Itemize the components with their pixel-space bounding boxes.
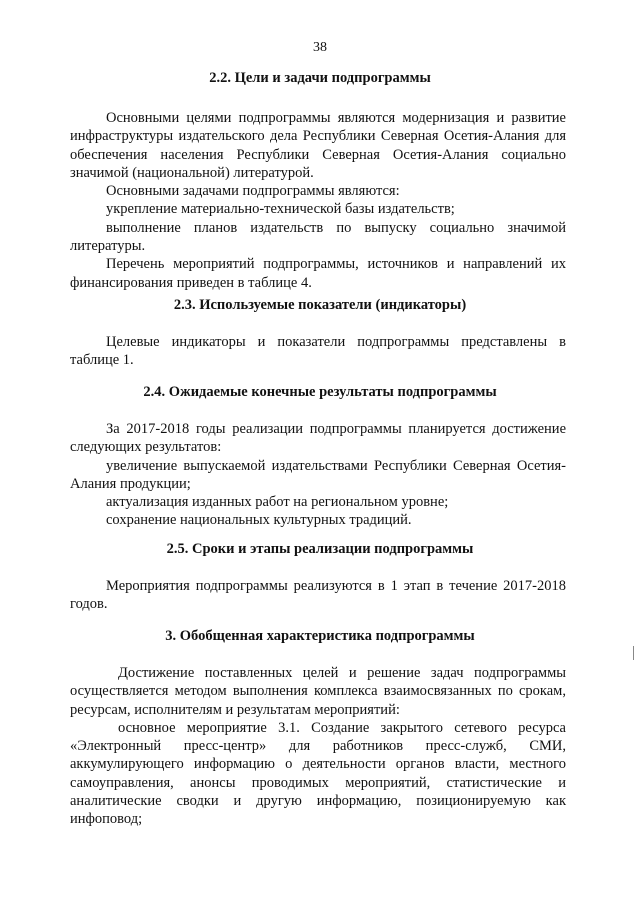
paragraph: Достижение поставленных целей и решение задач подпрограммы осуществляется методом выполнения комплекса взаимосвязанных по срокам, ресурсам, исполнителям и результатам мероприятий: [70, 665, 566, 718]
section-2-5-heading: 2.5. Сроки и этапы реализации подпрограммы [166, 541, 474, 557]
page-number: 38 [313, 40, 327, 55]
paragraph: увеличение выпускаемой издательствами Республики Северная Осетия-Алания продукции; [70, 457, 566, 492]
paragraph: сохранение национальных культурных традиций. [106, 512, 412, 529]
paragraph: За 2017-2018 годы реализации подпрограммы планируется достижение следующих результатов: [70, 421, 566, 456]
section-2-2-heading: 2.2. Цели и задачи подпрограммы [209, 70, 431, 86]
paragraph: Основными целями подпрограммы являются модернизация и развитие инфраструктуры издательского дела Республики Северная Осетия-Алания для обеспечения населения Республики Северная Осетия-Алания социально значимой (национальной) литературой. [70, 110, 566, 181]
section-3-body [70, 664, 566, 829]
section-2-4-body [70, 420, 566, 530]
paragraph: основное мероприятие 3.1. Создание закрытого сетевого ресурса «Электронный пресс-центр» для работников пресс-служб, СМИ, аккумулирующего информацию о деятельности органов власти, местного самоуправления, анонсы проводимых мероприятий, статистические и аналитические сводки и другую информацию, позиционируемую как инфоповод; [70, 719, 566, 828]
paragraph: Мероприятия подпрограммы реализуются в 1 этап в течение 2017-2018 годов. [70, 578, 566, 613]
paragraph: Перечень мероприятий подпрограммы, источников и направлений их финансирования приведен в таблице 4. [70, 256, 566, 291]
section-2-2-body [70, 109, 566, 292]
paragraph: укрепление материально-технической базы издательств; [106, 201, 455, 218]
section-2-3-body [70, 333, 566, 370]
section-2-3-heading: 2.3. Используемые показатели (индикаторы) [173, 297, 467, 313]
section-2-4-heading: 2.4. Ожидаемые конечные результаты подпрограммы [143, 384, 497, 400]
paragraph: Целевые индикаторы и показатели подпрограммы представлены в таблице 1. [70, 334, 566, 369]
paragraph: выполнение планов издательств по выпуску социально значимой литературы. [70, 219, 566, 255]
paragraph: Основными задачами подпрограммы являются: [106, 183, 400, 200]
section-2-5-body [70, 577, 566, 614]
paragraph: актуализация изданных работ на региональном уровне; [106, 494, 449, 511]
scan-edge-mark [633, 646, 634, 660]
section-3-heading: 3. Обобщенная характеристика подпрограммы [165, 628, 475, 644]
